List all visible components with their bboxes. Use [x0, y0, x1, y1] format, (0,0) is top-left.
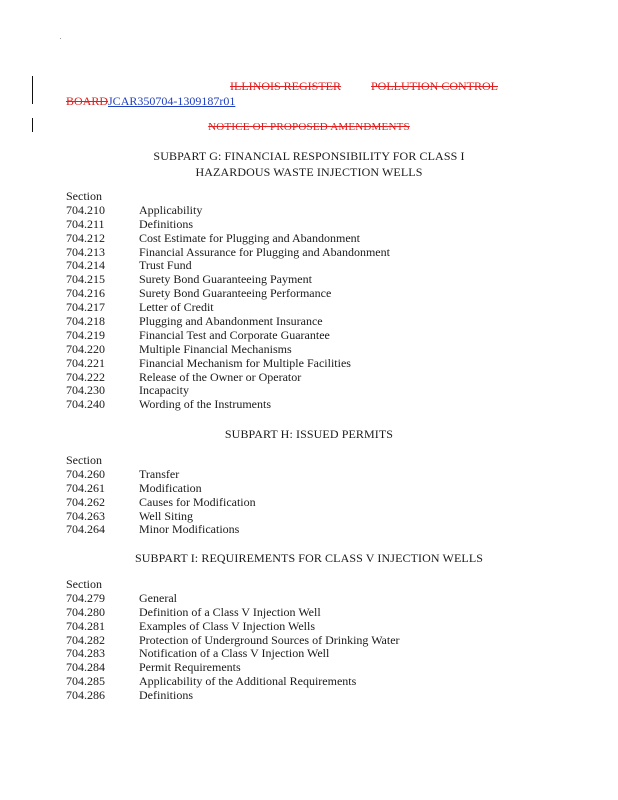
- section-title: Surety Bond Guaranteeing Payment: [139, 272, 312, 287]
- section-entry: [66, 592, 400, 606]
- section-entry: [66, 287, 390, 301]
- section-entry: [66, 468, 256, 482]
- section-entry: [66, 259, 390, 273]
- subpart-g-title-line1: SUBPART G: FINANCIAL RESPONSIBILITY FOR CLASS I: [153, 149, 465, 163]
- section-number: 704.222: [66, 369, 105, 384]
- section-title: Applicability of the Additional Requirements: [139, 674, 357, 689]
- section-number: 704.283: [66, 646, 105, 661]
- section-title: Financial Assurance for Plugging and Abandonment: [139, 244, 390, 259]
- section-title: Release of the Owner or Operator: [139, 369, 302, 384]
- section-column-label: Section: [66, 577, 102, 591]
- running-header-line2: [66, 94, 235, 109]
- section-title: Definitions: [139, 688, 193, 703]
- section-number: 704.264: [66, 522, 105, 537]
- section-number: 704.217: [66, 300, 105, 315]
- section-title: Surety Bond Guaranteeing Performance: [139, 286, 332, 301]
- section-entry: [66, 371, 390, 385]
- section-number: 704.284: [66, 660, 105, 675]
- section-number: 704.218: [66, 314, 105, 329]
- section-number: 704.210: [66, 202, 105, 217]
- section-title: Letter of Credit: [139, 300, 214, 315]
- section-title: Wording of the Instruments: [139, 397, 272, 412]
- section-title: Modification: [139, 480, 202, 495]
- subpart-i-section-list: [66, 578, 400, 703]
- agency-title-struck: POLLUTION CONTROL: [371, 79, 498, 93]
- section-entry: [66, 398, 390, 412]
- section-entry: [66, 343, 390, 357]
- section-entry: [66, 301, 390, 315]
- subpart-g-title-line2: HAZARDOUS WASTE INJECTION WELLS: [195, 165, 423, 179]
- section-number: 704.261: [66, 480, 105, 495]
- section-title: Notification of a Class V Injection Well: [139, 646, 330, 661]
- section-entry: [66, 232, 390, 246]
- section-number: 704.213: [66, 244, 105, 259]
- section-entry: [66, 661, 400, 675]
- section-number: 704.262: [66, 494, 105, 509]
- board-word-struck: BOARD: [66, 94, 109, 108]
- section-entry: [66, 329, 390, 343]
- section-number: 704.279: [66, 590, 105, 605]
- section-entry: [66, 620, 400, 634]
- jcar-reference-inserted: JCAR350704-1309187r01: [108, 94, 236, 108]
- section-number: 704.263: [66, 508, 105, 523]
- section-title: Multiple Financial Mechanisms: [139, 341, 292, 356]
- scan-speck: [60, 38, 61, 39]
- section-entry: [66, 634, 400, 648]
- section-number: 704.286: [66, 688, 105, 703]
- section-title: Plugging and Abandonment Insurance: [139, 314, 323, 329]
- subpart-h-section-list: [66, 454, 256, 537]
- section-title: Minor Modifications: [139, 522, 240, 537]
- section-number: 704.282: [66, 632, 105, 647]
- section-number: 704.215: [66, 272, 105, 287]
- running-header: [0, 79, 618, 95]
- register-title-struck: ILLINOIS REGISTER: [230, 79, 341, 93]
- section-title: Definition of a Class V Injection Well: [139, 604, 321, 619]
- section-entry: [66, 647, 400, 661]
- section-title: Transfer: [139, 466, 180, 481]
- section-entry: [66, 218, 390, 232]
- section-title: Financial Mechanism for Multiple Facilities: [139, 355, 351, 370]
- section-column-label: Section: [66, 453, 102, 467]
- section-number: 704.219: [66, 327, 105, 342]
- section-number: 704.211: [66, 216, 105, 231]
- section-title: General: [139, 590, 177, 605]
- section-title: Definitions: [139, 216, 193, 231]
- section-entry: [66, 357, 390, 371]
- section-column-label: Section: [66, 189, 102, 203]
- section-entry: [66, 510, 256, 524]
- notice-heading-struck: NOTICE OF PROPOSED AMENDMENTS: [208, 121, 410, 133]
- section-number: 704.221: [66, 355, 105, 370]
- section-title: Applicability: [139, 202, 203, 217]
- subpart-g-heading: [0, 148, 618, 180]
- section-title: Causes for Modification: [139, 494, 256, 509]
- section-title: Cost Estimate for Plugging and Abandonment: [139, 230, 360, 245]
- section-title: Incapacity: [139, 383, 189, 398]
- section-entry: [66, 315, 390, 329]
- section-entry: [66, 273, 390, 287]
- section-number: 704.216: [66, 286, 105, 301]
- section-number: 704.285: [66, 674, 105, 689]
- section-title: Financial Test and Corporate Guarantee: [139, 327, 330, 342]
- section-entry: [66, 204, 390, 218]
- section-title: Permit Requirements: [139, 660, 241, 675]
- subpart-g-section-list: [66, 190, 390, 412]
- section-entry: [66, 606, 400, 620]
- section-number: 704.260: [66, 466, 105, 481]
- section-number: 704.214: [66, 258, 105, 273]
- subpart-h-heading: SUBPART H: ISSUED PERMITS: [224, 427, 394, 441]
- section-number: 704.220: [66, 341, 105, 356]
- section-title: Trust Fund: [139, 258, 192, 273]
- section-entry: [66, 384, 390, 398]
- section-entry: [66, 496, 256, 510]
- section-title: Protection of Underground Sources of Drinking Water: [139, 632, 400, 647]
- section-title: Well Siting: [139, 508, 194, 523]
- section-number: 704.230: [66, 383, 105, 398]
- section-entry: [66, 246, 390, 260]
- section-title: Examples of Class V Injection Wells: [139, 618, 316, 633]
- section-entry: [66, 523, 256, 537]
- section-entry: [66, 675, 400, 689]
- section-number: 704.240: [66, 397, 105, 412]
- subpart-i-heading: SUBPART I: REQUIREMENTS FOR CLASS V INJECTION WELLS: [134, 551, 484, 565]
- section-entry: [66, 482, 256, 496]
- section-number: 704.280: [66, 604, 105, 619]
- section-number: 704.212: [66, 230, 105, 245]
- section-number: 704.281: [66, 618, 105, 633]
- section-entry: [66, 689, 400, 703]
